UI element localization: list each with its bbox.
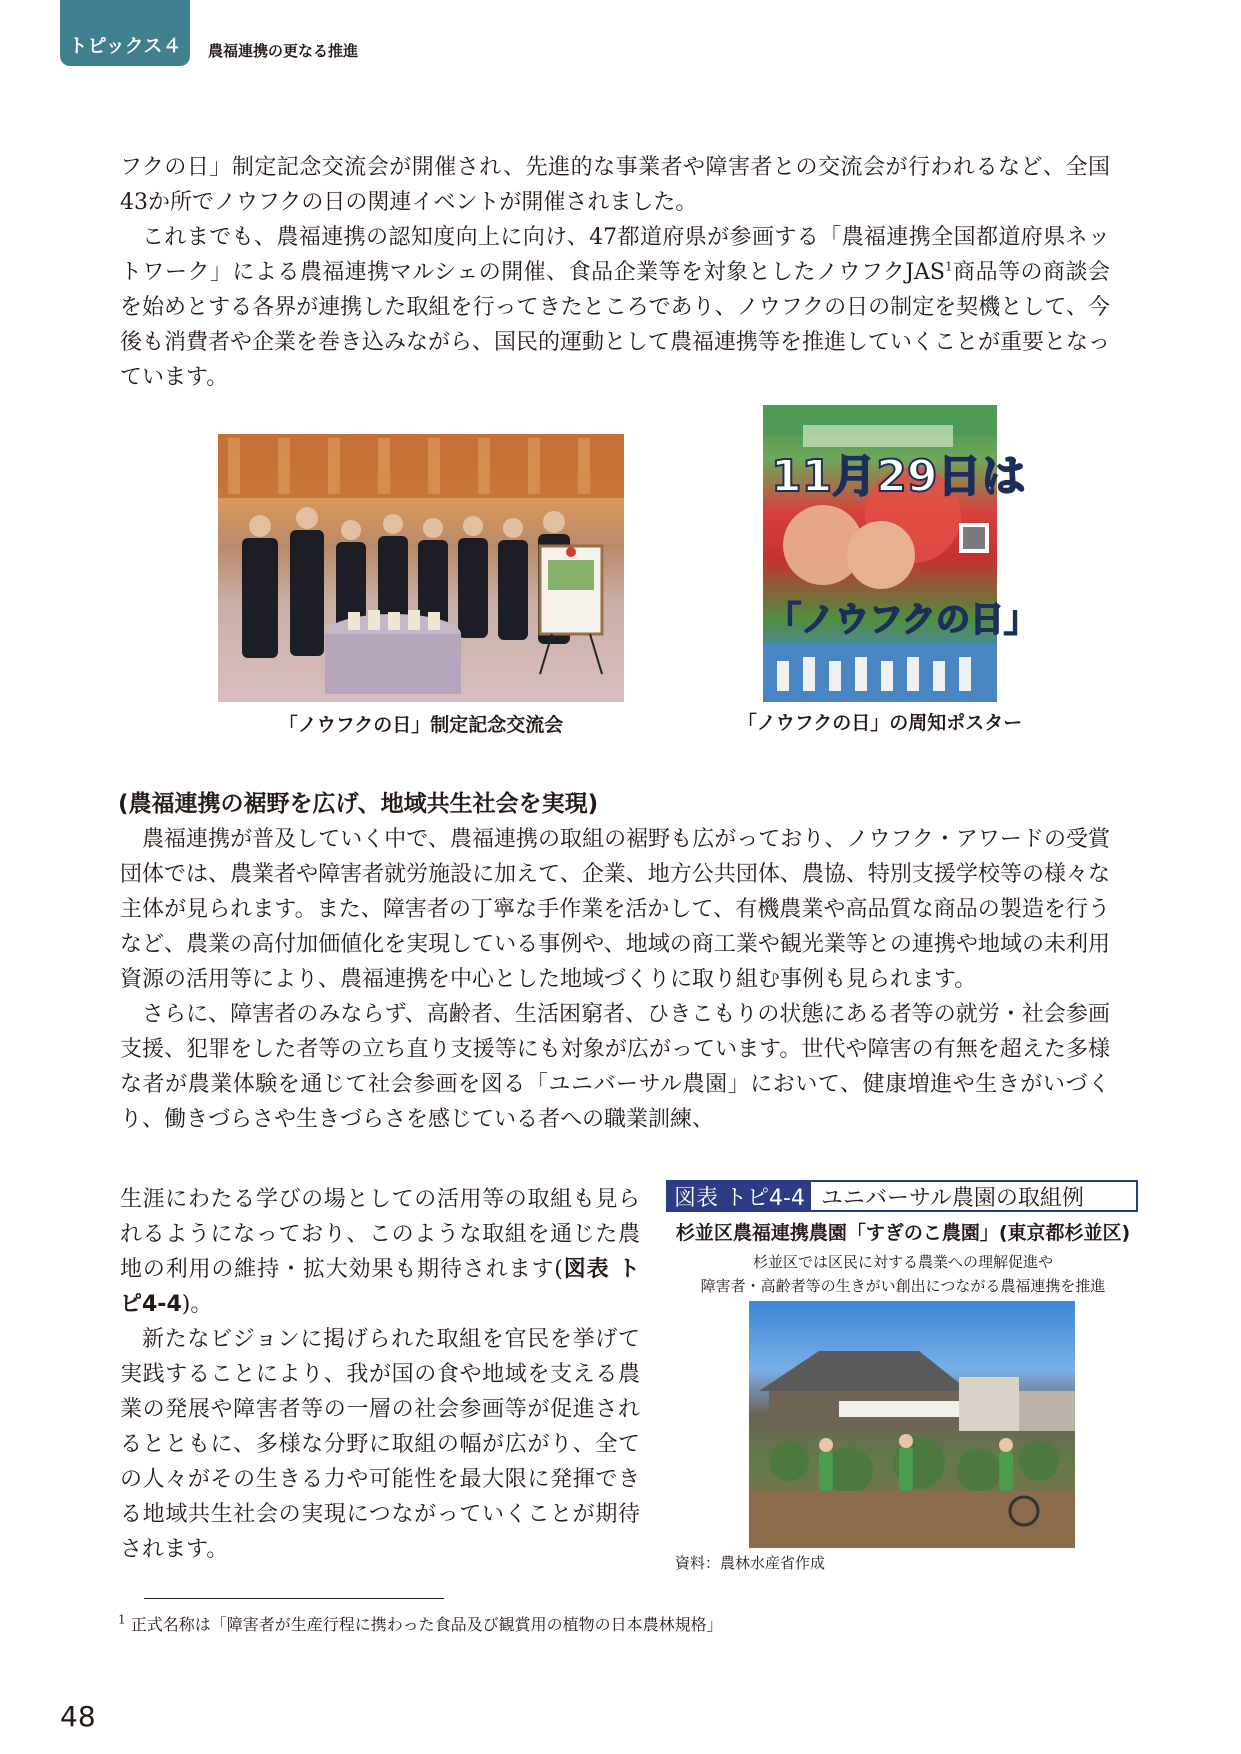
- footnote: [118, 1612, 723, 1635]
- figure-description-line: 杉並区では区民に対する農業への理解促進や: [752, 1253, 1053, 1271]
- paragraph: 農福連携が普及していく中で、農福連携の取組の裾野も広がっており、ノウフク・アワードの受賞団体では、農業者や障害者就労施設に加えて、企業、地方公共団体、農協、特別支援学校等の様々な主体が見られます。また、障害者の丁寧な手作業を活かして、有機農業や高品質な商品の製造を行うなど、農業の高付加価値化を実現している事例や、地域の商工業や観光業等との連携や地域の未利用資源の活用等により、農福連携を中心とした地域づくりに取り組む事例も見られます。: [120, 827, 1110, 992]
- footnote-divider: [144, 1598, 444, 1599]
- figure-source: 資料：農林水産省作成: [675, 1554, 826, 1572]
- section-tab: [60, 0, 190, 66]
- figure-title-box: [666, 1180, 1138, 1212]
- page-number: 48: [60, 1700, 96, 1733]
- paragraph: 生涯にわたる学びの場としての活用等の取組も見られるようになっており、このような取組を通じた農地の利用の維持・拡大効果も期待されます(図表 トピ4-4)。: [120, 1187, 640, 1317]
- figure-reference: 図表 トピ4-4: [120, 1257, 640, 1317]
- figure-description-line: 障害者・高齢者等の生きがい創出につながる農福連携を推進: [700, 1277, 1106, 1295]
- footnote-text: 正式名称は「障害者が生産行程に携わった食品及び観賞用の植物の日本農林規格」: [130, 1615, 723, 1634]
- section-tab-label: トピックス４: [68, 35, 182, 57]
- footnote-number: 1: [118, 1612, 126, 1627]
- reception-photo-caption: 「ノウフクの日」制定記念交流会: [278, 714, 564, 736]
- poster-date-text: 11月29日は: [771, 451, 1026, 502]
- section-heading: (農福連携の裾野を広げ、地域共生社会を実現): [118, 791, 599, 817]
- header-title: 農福連携の更なる推進: [208, 42, 359, 60]
- universal-farm-photo: [749, 1301, 1075, 1548]
- figure-subtitle: 杉並区農福連携農園「すぎのこ農園」(東京都杉並区): [675, 1222, 1131, 1244]
- figure-title: ユニバーサル農園の取組例: [820, 1185, 1084, 1211]
- poster-caption: 「ノウフクの日」の周知ポスター: [737, 712, 1023, 734]
- notice-poster-image: [763, 405, 1038, 702]
- figure-description: [666, 1250, 1140, 1298]
- reception-photo: [218, 434, 624, 702]
- body-text-left-column: [120, 1182, 640, 1567]
- footnote-reference: 1: [944, 259, 953, 274]
- paragraph: これまでも、農福連携の認知度向上に向け、47都道府県が参画する「農福連携全国都道府県ネットワーク」による農福連携マルシェの開催、食品企業等を対象としたノウフクJAS$^1$商品等の商談会を始めとする各界が連携した取組を行ってきたところであり、ノウフクの日の制定を契機として、今後も消費者や企業を巻き込みながら、国民的運動として農福連携等を推進していくことが重要となっています。: [120, 225, 1111, 390]
- figure-label: 図表 トピ4-4: [668, 1182, 811, 1210]
- paragraph: フクの日」制定記念交流会が開催され、先進的な事業者や障害者との交流会が行われるなど、全国43か所でノウフクの日の関連イベントが開催されました。: [120, 155, 1110, 215]
- body-text-top: [120, 150, 1110, 395]
- poster-title-text: 「ノウフクの日」: [767, 600, 1038, 640]
- body-text-middle: [120, 822, 1110, 1137]
- paragraph: 新たなビジョンに掲げられた取組を官民を挙げて実践することにより、我が国の食や地域を支える農業の発展や障害者等の一層の社会参画等が促進されるとともに、多様な分野に取組の幅が広がり、全ての人々がその生きる力や可能性を最大限に発揮できる地域共生社会の実現につながっていくことが期待されます。: [120, 1327, 640, 1562]
- paragraph: さらに、障害者のみならず、高齢者、生活困窮者、ひきこもりの状態にある者等の就労・社会参画支援、犯罪をした者等の立ち直り支援等にも対象が広がっています。世代や障害の有無を超えた多様な者が農業体験を通じて社会参画を図る「ユニバーサル農園」において、健康増進や生きがいづくり、働きづらさや生きづらさを感じている者への職業訓練、: [120, 1002, 1110, 1132]
